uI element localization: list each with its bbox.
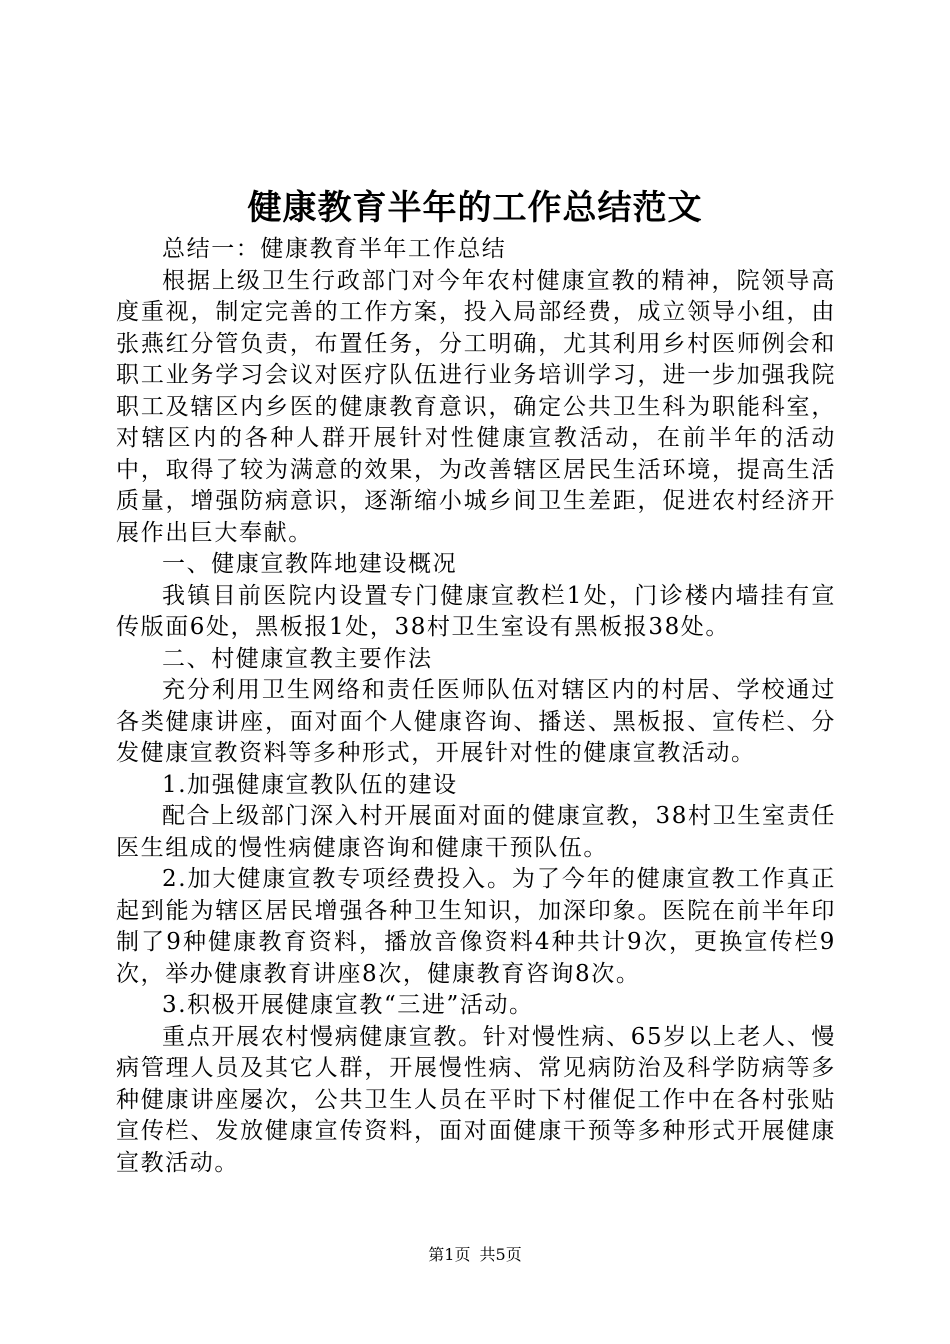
document-body [116, 234, 836, 1179]
subsection-heading: 3.积极开展健康宣教“三进”活动。 [162, 992, 534, 1018]
subsection-heading: 1.加强健康宣教队伍的建设 [162, 771, 458, 798]
paragraph: 根据上级卫生行政部门对今年农村健康宣教的精神，院领导高度重视，制定完善的工作方案，投入局部经费，成立领导小组，由张燕红分管负责，布置任务，分工明确，尤其利用乡村医师例会和职工业务学习会议对医疗队伍进行业务培训学习，进一步加强我院职工及辖区内乡医的健康教育意识，确定公共卫生科为职能科室，对辖区内的各种人群开展针对性健康宣教活动，在前半年的活动中，取得了较为满意的效果，为改善辖区居民生活环境，提高生活质量，增强防病意识，逐渐缩小城乡间卫生差距，促进农村经济开展作出巨大奉献。 [116, 267, 836, 546]
paragraph: 2.加大健康宣教专项经费投入。为了今年的健康宣教工作真正起到能为辖区居民增强各种卫生知识，加深印象。医院在前半年印制了9种健康教育资料，播放音像资料4种共计9次，更换宣传栏9次，举办健康教育讲座8次，健康教育咨询8次。 [116, 866, 836, 987]
page-total: 共5页 [479, 1245, 522, 1264]
paragraph: 重点开展农村慢病健康宣教。针对慢性病、65岁以上老人、慢病管理人员及其它人群，开展慢性病、常见病防治及科学防病等多种健康讲座屡次，公共卫生人员在平时下村催促工作中在各村张贴宣传栏、发放健康宣传资料，面对面健康干预等多种形式开展健康宣教活动。 [116, 1023, 836, 1176]
section-heading: 一、健康宣教阵地建设概况 [162, 551, 458, 577]
paragraph: 我镇目前医院内设置专门健康宣教栏1处，门诊楼内墙挂有宣传版面6处，黑板报1处，38村卫生室设有黑板报38处。 [116, 582, 836, 640]
section-heading: 二、村健康宣教主要作法 [162, 645, 433, 672]
page-number: 第1页 [428, 1245, 471, 1264]
document-title: 健康教育半年的工作总结范文 [247, 188, 703, 228]
paragraph: 配合上级部门深入村开展面对面的健康宣教，38村卫生室责任医生组成的慢性病健康咨询和健康干预队伍。 [116, 803, 836, 861]
page-footer [0, 1244, 950, 1266]
paragraph: 充分利用卫生网络和责任医师队伍对辖区内的村居、学校通过各类健康讲座，面对面个人健康咨询、播送、黑板报、宣传栏、分发健康宣教资料等多种形式，开展针对性的健康宣教活动。 [116, 677, 836, 766]
section-heading: 总结一：健康教育半年工作总结 [162, 236, 507, 262]
